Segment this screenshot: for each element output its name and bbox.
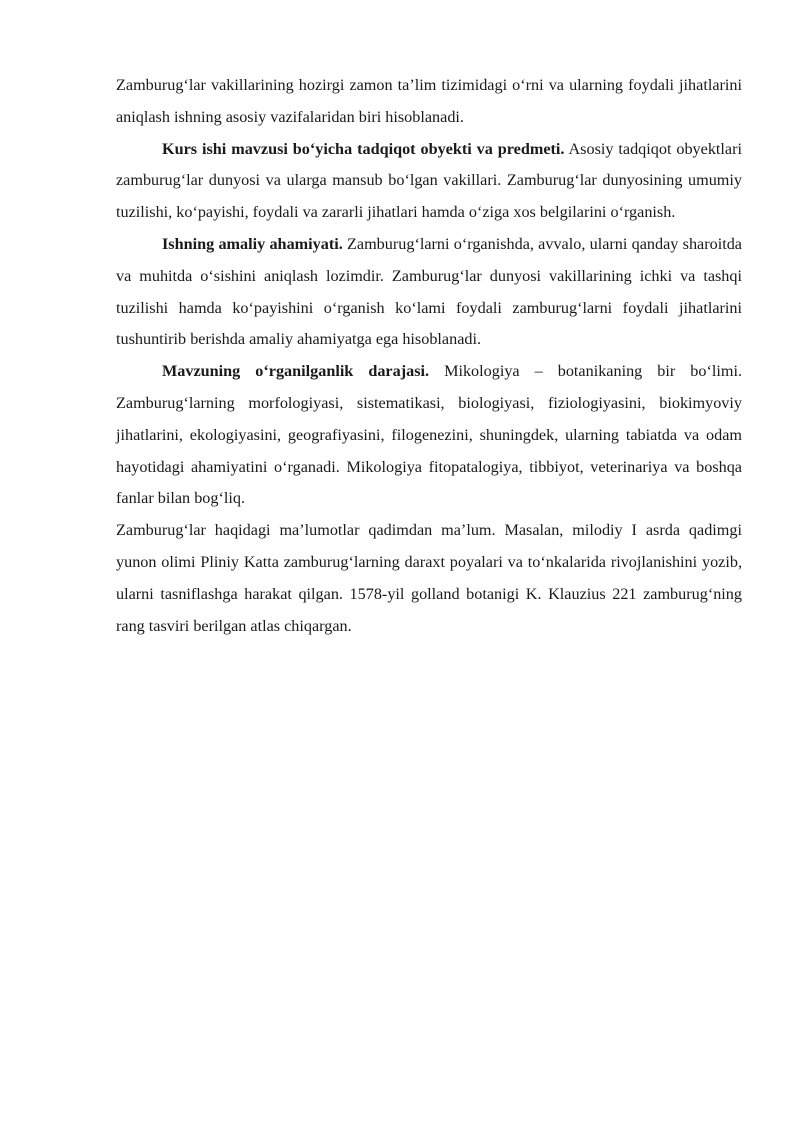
paragraph-text: Zamburug‘lar haqidagi ma’lumotlar qadimdan ma’lum. Masalan, milodiy I asrda qadimgi yunon olimi Pliniy Katta zamburug‘larning daraxt poyalari va to‘nkalarida rivojlanishini yozib, ularni tasniflashga harakat qilgan. 1578-yil golland botanigi K. Klauzius 221 zamburug‘ning rang tasviri berilgan atlas chiqargan. [116,521,742,635]
paragraph-heading: Mavzuning o‘rganilganlik darajasi. [162,362,430,381]
paragraph-text: Mikologiya – botanikaning bir bo‘limi. Zamburug‘larning morfologiyasi, sistematikasi, biologiyasi, fiziologiyasini, biokimyoviy jihatlarini, ekologiyasini, geografiyasini, filogenezini, shuningdek, ularning tabiatda va odam hayotidagi ahamiyatini o‘rganadi. Mikologiya fitopatalogiya, tibbiyot, veterinariya va boshqa fanlar bilan bog‘liq. [116,362,742,508]
paragraph-intro-continuation [116,70,742,134]
paragraph-text: Zamburug‘larni o‘rganishda, avvalo, ularni qanday sharoitda va muhitda o‘sishini aniqlash lozimdir. Zamburug‘lar dunyosi vakillarining ichki va tashqi tuzilishi hamda ko‘payishini o‘rganish ko‘lami foydali zamburug‘larni foydali jihatlarini tushuntirib berishda amaliy ahamiyatga ega hisoblanadi. [116,234,742,349]
paragraph-research-object [116,134,742,229]
paragraph-text: Zamburug‘lar vakillarining hozirgi zamon ta’lim tizimidagi o‘rni va ularning foydali jihatlarini aniqlash ishning asosiy vazifalaridan biri hisoblanadi. [116,76,742,126]
paragraph-practical-significance [116,229,742,356]
paragraph-text: Asosiy tadqiqot obyektlari zamburug‘lar dunyosi va ularga mansub bo‘lgan vakillari. Zamburug‘lar dunyosining umumiy tuzilishi, ko‘payishi, foydali va zararli jihatlari hamda o‘ziga xos belgilarini o‘rganish. [116,139,742,222]
paragraph-heading: Ishning amaliy ahamiyati. [162,234,343,253]
paragraph-heading: Kurs ishi mavzusi bo‘yicha tadqiqot obyekti va predmeti. [162,139,565,158]
paragraph-history [116,515,742,642]
document-page [116,70,742,642]
paragraph-study-degree [116,356,742,515]
